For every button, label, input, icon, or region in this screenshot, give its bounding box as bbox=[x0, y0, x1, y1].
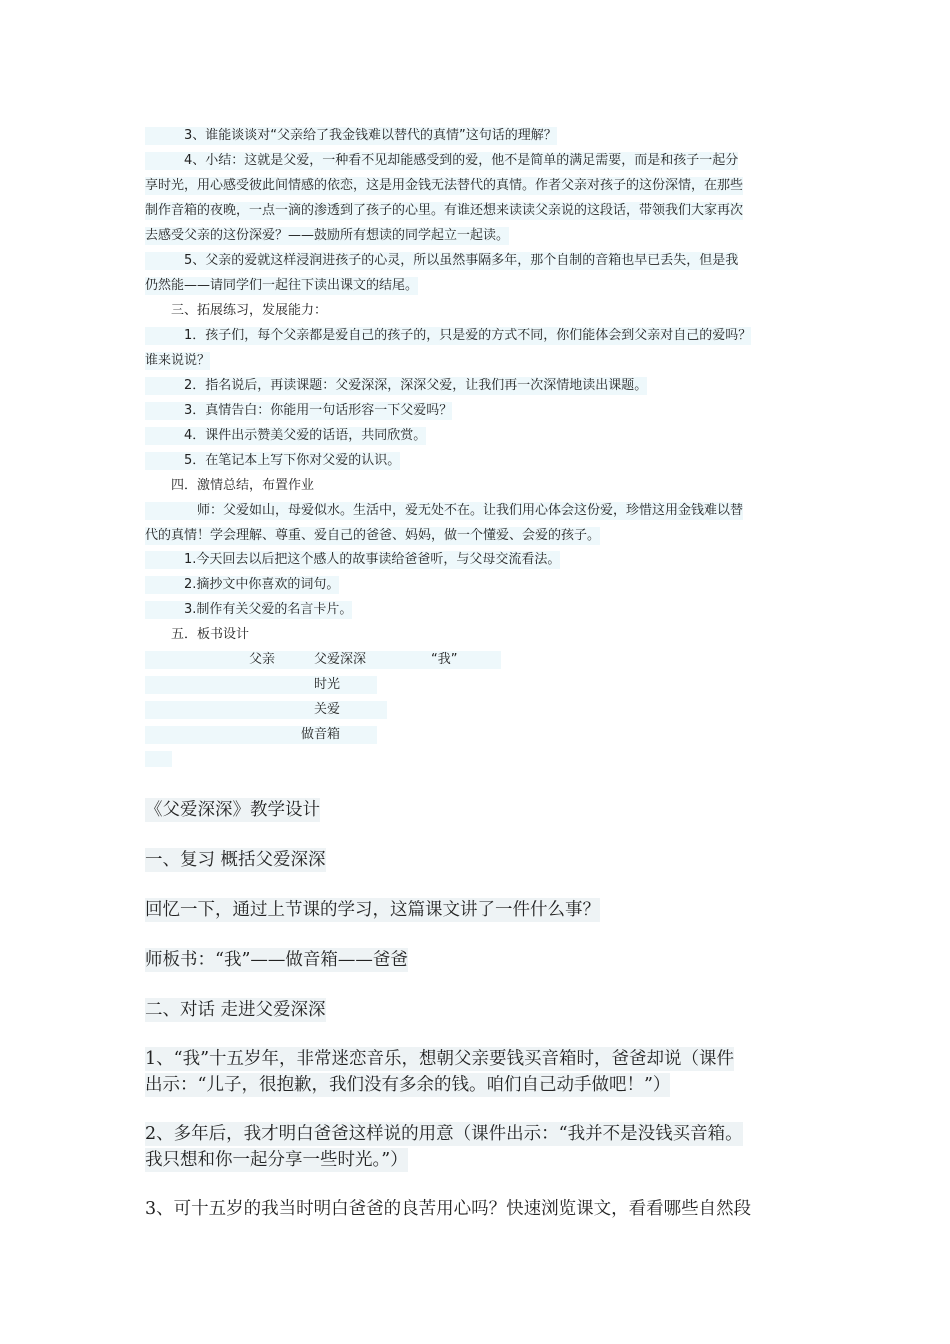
design-title: 《父爱深深》教学设计 bbox=[145, 800, 320, 820]
text-line: 3.制作有关父爱的名言卡片。 bbox=[145, 602, 353, 617]
text-line: 3．真情告白：你能用一句话形容一下父爱吗？ bbox=[145, 403, 453, 418]
text-line: 4、小结：这就是父爱，一种看不见却能感受到的爱，他不是简单的满足需要，而是和孩子一起分 bbox=[145, 153, 739, 168]
text-line: 谁来说说？ bbox=[145, 353, 211, 368]
board-line: 父亲 父爱深深 “我” bbox=[145, 651, 501, 669]
design-paragraph: 1、“我”十五岁年，非常迷恋音乐，想朝父亲要钱买音箱时，爸爸却说（课件 bbox=[145, 1049, 735, 1069]
text-line: 仍然能——请同学们一起往下读出课文的结尾。 bbox=[145, 278, 419, 293]
board-line: 时光 bbox=[145, 676, 377, 694]
text-line: 师：父爱如山，母爱似水。生活中，爱无处不在。让我们用心体会这份爱，珍惜这用金钱难以替 bbox=[145, 503, 744, 518]
text-line: 制作音箱的夜晚，一点一滴的渗透到了孩子的心里。有谁还想来读读父亲说的这段话，带领我们大家再次 bbox=[145, 203, 744, 218]
design-paragraph: 回忆一下，通过上节课的学习，这篇课文讲了一件什么事？ bbox=[145, 900, 600, 920]
design-section-heading: 二、对话 走进父爱深深 bbox=[145, 1000, 326, 1020]
text-line: 享时光，用心感受彼此间情感的依恋，这是用金钱无法替代的真情。作者父亲对孩子的这份深情，在那些 bbox=[145, 178, 744, 193]
text-line: 5、父亲的爱就这样浸润进孩子的心灵，所以虽然事隔多年，那个自制的音箱也早已丢失，但是我 bbox=[145, 253, 739, 268]
text-line: 2.摘抄文中你喜欢的词句。 bbox=[145, 577, 340, 592]
text-line: 1.今天回去以后把这个感人的故事读给爸爸听，与父母交流看法。 bbox=[145, 552, 561, 567]
section-heading: 三、拓展练习，发展能力： bbox=[145, 303, 328, 318]
text-line: 4．课件出示赞美父爱的话语，共同欣赏。 bbox=[145, 428, 427, 443]
section-heading: 四．激情总结，布置作业 bbox=[145, 478, 315, 493]
design-paragraph: 出示：“儿子，很抱歉，我们没有多余的钱。咱们自己动手做吧！”） bbox=[145, 1075, 671, 1095]
text-line: 5．在笔记本上写下你对父爱的认识。 bbox=[145, 453, 401, 468]
text-line: 代的真情！学会理解、尊重、爱自己的爸爸、妈妈，做一个懂爱、会爱的孩子。 bbox=[145, 528, 601, 543]
design-paragraph: 师板书：“我”——做音箱——爸爸 bbox=[145, 950, 408, 970]
text-line: 2．指名说后，再读课题：父爱深深，深深父爱，让我们再一次深情地读出课题。 bbox=[145, 378, 648, 393]
text-line: 1．孩子们，每个父亲都是爱自己的孩子的，只是爱的方式不同，你们能体会到父亲对自己的爱吗？ bbox=[145, 328, 752, 343]
text-line: 3、谁能谈谈对“父亲给了我金钱难以替代的真情”这句话的理解？ bbox=[145, 128, 557, 143]
board-line: 做音箱 bbox=[145, 726, 377, 744]
design-paragraph: 2、多年后，我才明白爸爸这样说的用意（课件出示：“我并不是没钱买音箱。 bbox=[145, 1124, 743, 1144]
text-line: 去感受父亲的这份深爱？——鼓励所有想读的同学起立一起读。 bbox=[145, 228, 510, 243]
design-paragraph: 我只想和你一起分享一些时光。”） bbox=[145, 1150, 408, 1170]
section-heading: 五．板书设计 bbox=[145, 627, 250, 642]
design-section-heading: 一、复习 概括父爱深深 bbox=[145, 850, 326, 870]
empty-line bbox=[145, 751, 172, 767]
design-paragraph: 3、可十五岁的我当时明白爸爸的良苦用心吗？快速浏览课文，看看哪些自然段 bbox=[145, 1199, 752, 1219]
board-line: 关爱 bbox=[145, 701, 387, 719]
